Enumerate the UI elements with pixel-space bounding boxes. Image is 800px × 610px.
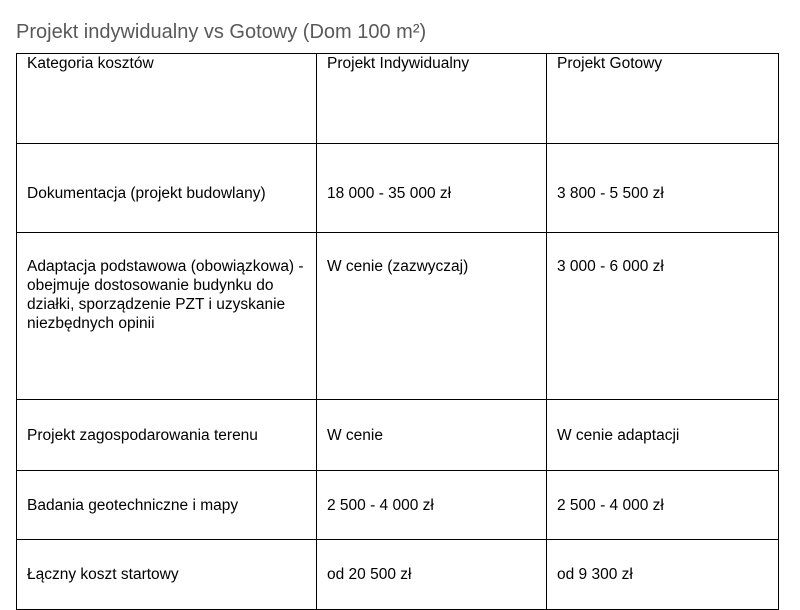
cell-individual: W cenie: [317, 400, 547, 471]
cell-individual: 2 500 - 4 000 zł: [317, 471, 547, 540]
cell-individual-total: od 20 500 zł: [317, 540, 547, 610]
page-title: Projekt indywidualny vs Gotowy (Dom 100 m²): [16, 21, 427, 43]
cell-category-total: Łączny koszt startowy: [17, 540, 317, 610]
cell-ready-total: od 9 300 zł: [547, 540, 779, 610]
table-row: [17, 144, 779, 233]
cost-comparison-table: [16, 53, 779, 610]
cell-individual: W cenie (zazwyczaj): [317, 233, 547, 400]
cell-category: Dokumentacja (projekt budowlany): [17, 144, 317, 233]
header-ready-project: Projekt Gotowy: [547, 54, 779, 144]
table-row: [17, 233, 779, 400]
cell-category: Adaptacja podstawowa (obowiązkowa) - obejmuje dostosowanie budynku do działki, sporządzenie PZT i uzyskanie niezbędnych opinii: [17, 233, 317, 400]
table-row: [17, 471, 779, 540]
cell-individual: 18 000 - 35 000 zł: [317, 144, 547, 233]
cell-category: Badania geotechniczne i mapy: [17, 471, 317, 540]
cell-ready: 2 500 - 4 000 zł: [547, 471, 779, 540]
header-individual-project: Projekt Indywidualny: [317, 54, 547, 144]
table-header-row: [17, 54, 779, 144]
cell-ready: W cenie adaptacji: [547, 400, 779, 471]
cell-ready: 3 800 - 5 500 zł: [547, 144, 779, 233]
table-row: [17, 400, 779, 471]
cell-category: Projekt zagospodarowania terenu: [17, 400, 317, 471]
header-category: Kategoria kosztów: [17, 54, 317, 144]
table-row-total: [17, 540, 779, 610]
cell-ready: 3 000 - 6 000 zł: [547, 233, 779, 400]
